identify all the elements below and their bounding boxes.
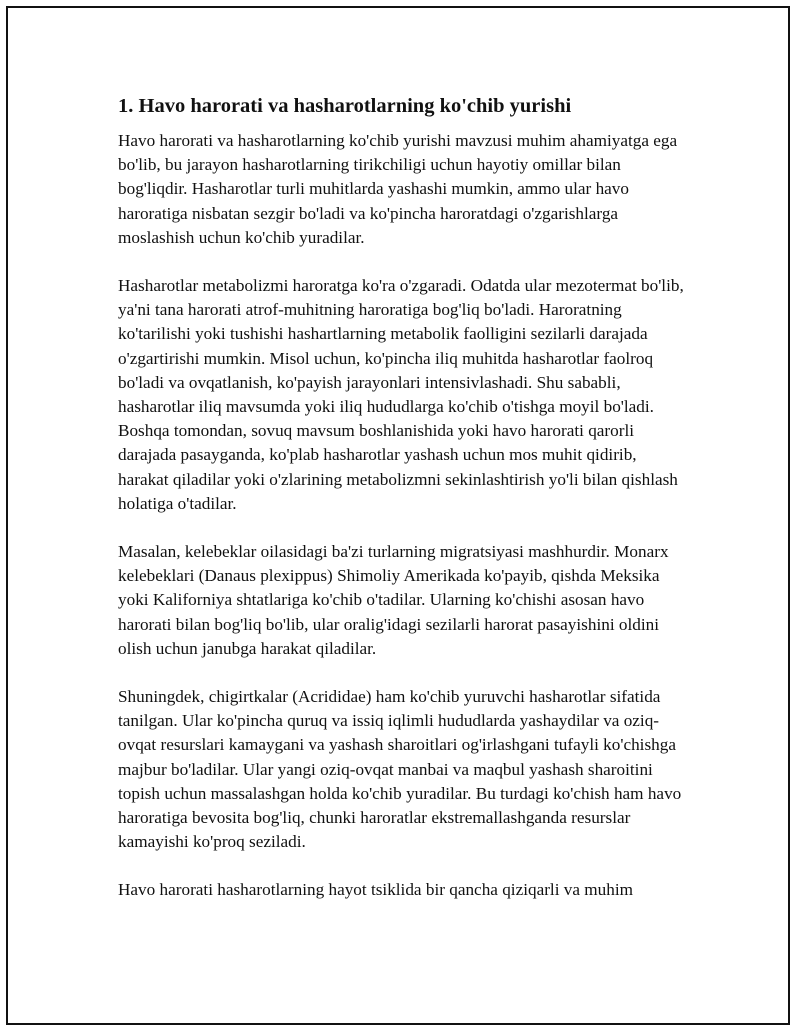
- paragraph-3: Masalan, kelebeklar oilasidagi ba'zi turlarning migratsiyasi mashhurdir. Monarx kelebeklari (Danaus plexippus) Shimoliy Amerikada ko'payib, qishda Meksika yoki Kaliforniya shtatlariga ko'chib o'tadilar. Ularning ko'chishi asosan havo harorati bilan bog'liq bo'lib, ular oralig'idagi sezilarli harorat pasayishini oldini olish uchun janubga harakat qiladilar.: [118, 542, 669, 658]
- document-body: [118, 93, 688, 927]
- paragraph-4: Shuningdek, chigirtkalar (Acrididae) ham ko'chib yuruvchi hasharotlar sifatida tanilgan. Ular ko'pincha quruq va issiq iqlimli hududlarda yashaydilar va oziq-ovqat resurslari kamaygani va yashash sharoitlari og'irlashgani tufayli ko'chishga majbur bo'ladilar. Ular yangi oziq-ovqat manbai va maqbul yashash sharoitini topish uchun massalashgan holda ko'chib yuradilar. Bu turdagi ko'chish ham havo haroratiga bevosita bog'liq, chunki haroratlar ekstremallashganda resurslar kamayishi ko'proq seziladi.: [118, 687, 682, 852]
- paragraph-2: Hasharotlar metabolizmi haroratga ko'ra o'zgaradi. Odatda ular mezotermat bo'lib, ya'ni tana harorati atrof-muhitning haroratiga bog'liq bo'ladi. Haroratning ko'tarilishi yoki tushishi hashartlarning metabolik faolligini sezilarli darajada o'zgartirishi mumkin. Misol uchun, ko'pincha iliq muhitda hasharotlar faolroq bo'ladi va ovqatlanish, ko'payish jarayonlari intensivlashadi. Shu sababli, hasharotlar iliq mavsumda yoki iliq hududlarga ko'chib o'tishga moyil bo'ladi. Boshqa tomondan, sovuq mavsum boshlanishida yoki havo harorati qarorli darajada pasayganda, ko'plab hasharotlar yashash uchun mos muhit qidirib, harakat qiladilar yoki o'zlarining metabolizmni sekinlashtirish yo'li bilan qishlash holatiga o'tadilar.: [118, 276, 684, 513]
- paragraph-1: Havo harorati va hasharotlarning ko'chib yurishi mavzusi muhim ahamiyatga ega bo'lib, bu jarayon hasharotlarning tirikchiligi uchun hayotiy omillar bilan bog'liqdir. Hasharotlar turli muhitlarda yashashi mumkin, ammo ular havo haroratiga nisbatan sezgir bo'ladi va ko'pincha haroratdagi o'zgarishlarga moslashish uchun ko'chib yuradilar.: [118, 131, 678, 247]
- section-heading: 1. Havo harorati va hasharotlarning ko'chib yurishi: [118, 95, 572, 117]
- paragraph-5: Havo harorati hasharotlarning hayot tsiklida bir qancha qiziqarli va muhim: [118, 880, 633, 900]
